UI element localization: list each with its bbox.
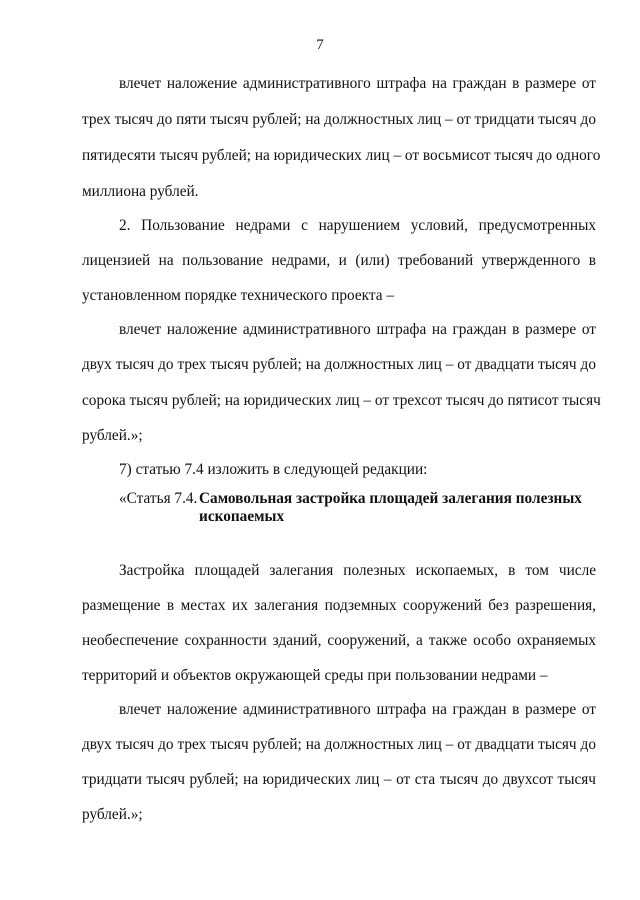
text-line: миллиона рублей. [82, 183, 199, 200]
article-heading-prefix: «Статья 7.4. [119, 490, 198, 507]
text-line: влечет наложение административного штрафа на граждан в размере от [119, 75, 596, 92]
text-line: трех тысяч до пяти тысяч рублей; на должностных лиц – от тридцати тысяч до [82, 111, 596, 128]
text-line: территорий и объектов окружающей среды при пользовании недрами – [82, 667, 548, 684]
text-line: влечет наложение административного штрафа на граждан в размере от [119, 701, 596, 718]
text-line: 2. Пользование недрами с нарушением условий, предусмотренных [119, 217, 596, 234]
text-line: сорока тысяч рублей; на юридических лиц – от трехсот тысяч до пятисот тысяч [82, 392, 601, 409]
text-line: лицензией на пользование недрами, и (или) требований утвержденного в [82, 252, 596, 269]
text-line: рублей.»; [82, 806, 143, 823]
text-line: пятидесяти тысяч рублей; на юридических лиц – от восьмисот тысяч до одного [82, 147, 601, 164]
text-line: двух тысяч до трех тысяч рублей; на должностных лиц – от двадцати тысяч до [82, 356, 596, 373]
text-line: установленном порядке технического проекта – [82, 287, 395, 304]
text-line: влечет наложение административного штрафа на граждан в размере от [119, 321, 596, 338]
page-number: 7 [316, 37, 324, 53]
article-heading-title: Самовольная застройка площадей залегания полезных ископаемых [199, 490, 582, 525]
text-line: 7) статью 7.4 изложить в следующей редакции: [119, 461, 428, 478]
text-line: тридцати тысяч рублей; на юридических лиц – от ста тысяч до двухсот тысяч [82, 771, 596, 788]
text-line: размещение в местах их залегания подземных сооружений без разрешения, [82, 597, 596, 614]
text-line: необеспечение сохранности зданий, сооружений, а также особо охраняемых [82, 632, 596, 649]
text-line: рублей.»; [82, 427, 143, 444]
text-line: Застройка площадей залегания полезных ископаемых, в том числе [119, 562, 596, 579]
text-line: двух тысяч до трех тысяч рублей; на должностных лиц – от двадцати тысяч до [82, 736, 596, 753]
